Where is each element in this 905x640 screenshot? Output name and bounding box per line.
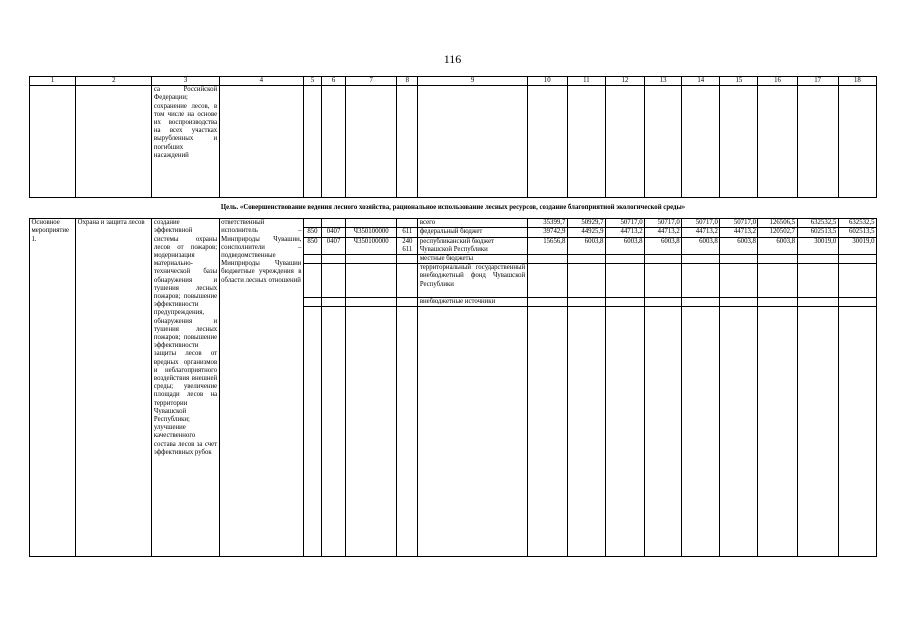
amount-cell: 50717,0 <box>645 219 682 228</box>
col-num: 18 <box>838 77 876 86</box>
code-grbs: 850 <box>303 237 321 254</box>
col-num: 11 <box>567 77 605 86</box>
amount-cell: 44713,2 <box>720 228 758 237</box>
code-section: 0407 <box>322 228 346 237</box>
col-num: 1 <box>30 77 76 86</box>
source-name: внебюджетные источники <box>418 298 527 307</box>
amount-cell: 632532,5 <box>838 219 876 228</box>
goal-row <box>30 198 877 219</box>
measure-title: Охрана и защита лесов <box>76 219 152 557</box>
amount-cell: 44713,2 <box>605 228 644 237</box>
measure-executor: ответственный исполнитель – Минприроды Чувашии, соисполнители – подведомственные Минприроды Чувашии бюджетные учреждения в области лесных отношений <box>219 219 303 557</box>
amount-cell: 126506,5 <box>758 219 797 228</box>
source-name: территориальный государственный внебюджетный фонд Чувашской Республики <box>418 264 527 298</box>
col-num: 8 <box>397 77 418 86</box>
col-num: 10 <box>527 77 567 86</box>
amount-cell: 6003,8 <box>682 237 720 254</box>
source-name: республиканский бюджет Чувашской Республики <box>418 237 527 254</box>
measure-number: Основное мероприятие 1. <box>30 219 76 557</box>
amount-cell: 50717,0 <box>605 219 644 228</box>
col-num: 6 <box>322 77 346 86</box>
col-num: 5 <box>303 77 321 86</box>
source-name: федеральный бюджет <box>418 228 527 237</box>
code-expense: 611 <box>397 228 418 237</box>
amount-cell: 50717,0 <box>682 219 720 228</box>
col-num: 3 <box>152 77 219 86</box>
budget-table <box>29 76 877 557</box>
source-row <box>30 219 877 228</box>
amount-cell: 6003,8 <box>720 237 758 254</box>
carryover-text: са Российской Федерации; сохранение лесов, в том числе на основе их воспроизводства на всех участках вырубленных и погибших насаждений <box>152 86 219 198</box>
goal-title: Цель. «Совершенствование ведения лесного хозяйства, рациональное использование лесных ресурсов, создание благоприятной экологической среды» <box>30 198 877 219</box>
column-number-row <box>30 77 877 86</box>
amount-cell: 6003,8 <box>605 237 644 254</box>
code-section: 0407 <box>322 237 346 254</box>
source-name: местные бюджеты <box>418 255 527 264</box>
amount-cell: 35399,7 <box>527 219 567 228</box>
page-number: 116 <box>443 52 462 66</box>
col-num: 16 <box>758 77 797 86</box>
source-name: всего <box>418 219 527 228</box>
code-expense: 240 611 <box>397 237 418 254</box>
col-num: 7 <box>346 77 397 86</box>
carryover-row <box>30 86 877 198</box>
amount-cell: 39742,9 <box>527 228 567 237</box>
amount-cell: 602513,5 <box>797 228 838 237</box>
code-grbs: 850 <box>303 228 321 237</box>
amount-cell: 6003,8 <box>645 237 682 254</box>
amount-cell: 50717,0 <box>720 219 758 228</box>
col-num: 13 <box>645 77 682 86</box>
amount-cell: 30019,0 <box>838 237 876 254</box>
amount-cell: 44925,9 <box>567 228 605 237</box>
amount-cell: 50929,7 <box>567 219 605 228</box>
col-num: 9 <box>418 77 527 86</box>
amount-cell: 120502,7 <box>758 228 797 237</box>
col-num: 14 <box>682 77 720 86</box>
col-num: 2 <box>76 77 152 86</box>
amount-cell: 632532,5 <box>797 219 838 228</box>
amount-cell: 6003,8 <box>567 237 605 254</box>
col-num: 4 <box>219 77 303 86</box>
col-num: 15 <box>720 77 758 86</box>
amount-cell: 15656,8 <box>527 237 567 254</box>
code-target: Ч350100000 <box>346 237 397 254</box>
amount-cell: 44713,2 <box>682 228 720 237</box>
amount-cell: 602513,5 <box>838 228 876 237</box>
amount-cell: 44713,2 <box>645 228 682 237</box>
col-num: 12 <box>605 77 644 86</box>
amount-cell: 30019,0 <box>797 237 838 254</box>
code-target: Ч350100000 <box>346 228 397 237</box>
measure-goals: создание эффективной системы охраны лесов от пожаров; модернизация материально-технической базы обнаружения и тушения лесных пожаров; повышение эффективности предупреждения, обнаружения и тушения лесных пожаров; повышение эффективности защиты лесов от вредных организмов и неблагоприятного воздействия внешней среды; увеличение площади лесов на территории Чувашской Республики; улучшение качественного состава лесов за счет эффективных рубок <box>152 219 219 557</box>
amount-cell: 6003,8 <box>758 237 797 254</box>
col-num: 17 <box>797 77 838 86</box>
